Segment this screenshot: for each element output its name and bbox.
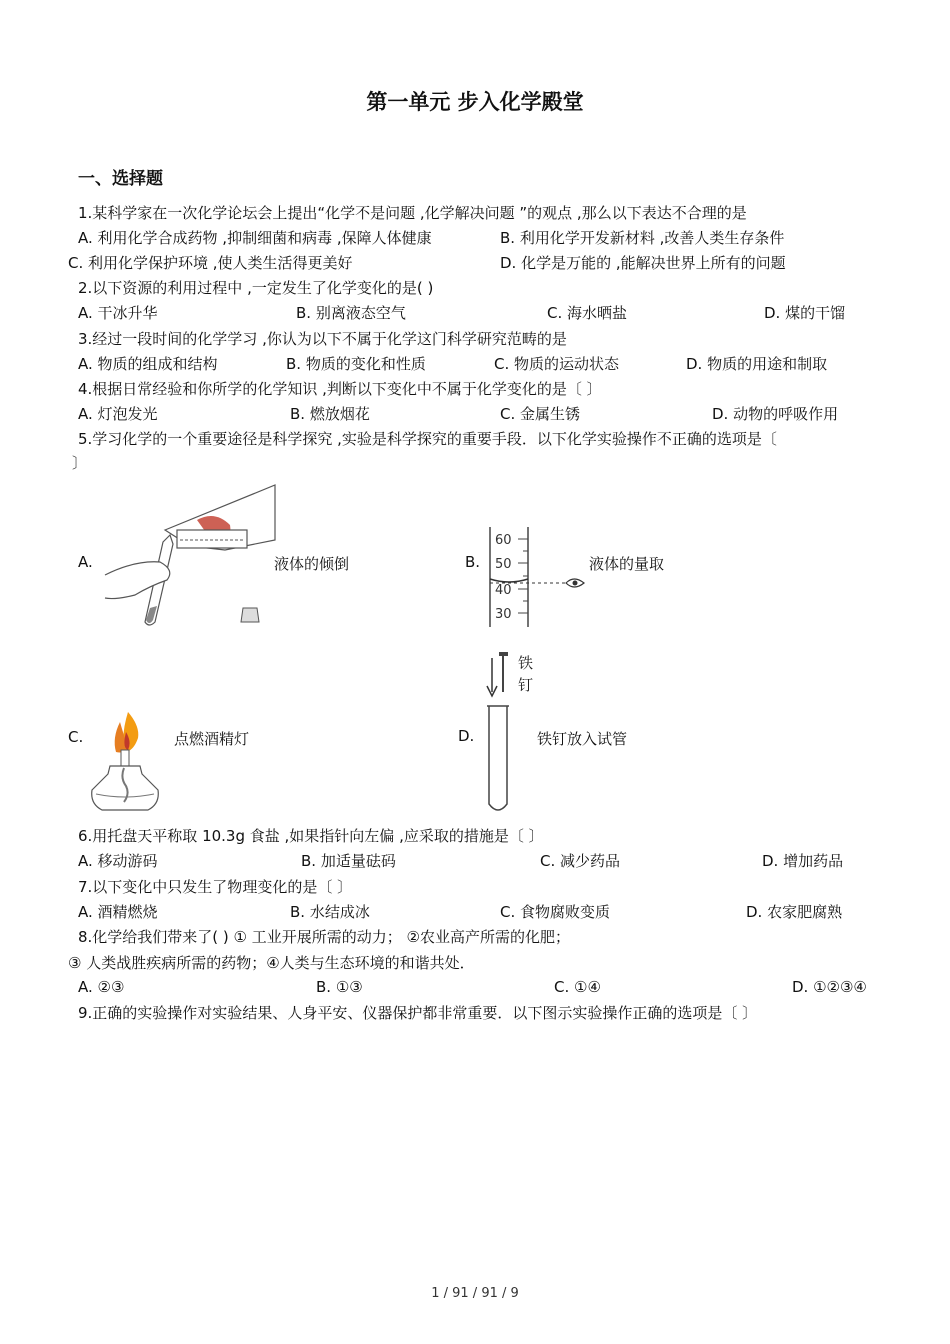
- cylinder-tick-30: 30: [495, 607, 512, 622]
- question-5-option-c: C.: [68, 728, 84, 746]
- question-5-stem: 5.学习化学的一个重要途径是科学探究 ,实验是科学探究的重要手段．以下化学实验操作不正确的选项是〔: [78, 430, 777, 448]
- question-5-caption-a: 液体的倾倒: [274, 555, 350, 573]
- question-8-option-d: D. ①②③④: [792, 978, 867, 996]
- question-3-option-a: A. 物质的组成和结构: [78, 355, 218, 373]
- question-5-option-b: B.: [465, 553, 481, 571]
- question-2-option-c: C. 海水晒盐: [547, 304, 628, 322]
- question-8-option-c: C. ①④: [554, 978, 601, 996]
- question-2-stem: 2.以下资源的利用过程中 ,一定发生了化学变化的是( ): [78, 279, 434, 297]
- question-2-option-b: B. 别离液态空气: [296, 304, 406, 322]
- question-3-option-d: D. 物质的用途和制取: [686, 355, 828, 373]
- question-7-stem: 7.以下变化中只发生了物理变化的是〔 〕: [78, 878, 353, 896]
- page-number: 1 / 91 / 91 / 9: [431, 1286, 519, 1301]
- question-6-option-a: A. 移动游码: [78, 852, 158, 870]
- liquid-pouring-illustration: [105, 480, 275, 630]
- question-7-option-c: C. 食物腐败变质: [500, 903, 611, 921]
- question-8-option-b: B. ①③: [316, 978, 363, 996]
- question-8-option-a: A. ②③: [78, 978, 125, 996]
- question-5-caption-d: 铁钉放入试管: [537, 730, 628, 748]
- cylinder-tick-60: 60: [495, 533, 512, 548]
- question-1-option-c: C. 利用化学保护环境 ,使人类生活得更美好: [68, 254, 353, 272]
- cylinder-tick-50: 50: [495, 557, 512, 572]
- question-6-option-c: C. 减少药品: [540, 852, 621, 870]
- question-2-option-d: D. 煤的干馏: [764, 304, 846, 322]
- question-1-option-b: B. 利用化学开发新材料 ,改善人类生存条件: [500, 229, 785, 247]
- question-5-caption-b: 液体的量取: [589, 555, 665, 573]
- question-5-caption-c: 点燃酒精灯: [174, 730, 250, 748]
- question-3-option-c: C. 物质的运动状态: [494, 355, 620, 373]
- question-8-stem-continued: ③ 人类战胜疾病所需的药物；④人类与生态环境的和谐共处．: [68, 954, 475, 972]
- question-6-option-b: B. 加适量砝码: [301, 852, 396, 870]
- section-heading: 一、选择题: [78, 169, 163, 189]
- question-5-option-a: A.: [78, 553, 93, 571]
- question-4-stem: 4.根据日常经验和你所学的化学知识 ,判断以下变化中不属于化学变化的是〔 〕: [78, 380, 602, 398]
- page-title: 第一单元 步入化学殿堂: [366, 90, 584, 114]
- question-4-option-a: A. 灯泡发光: [78, 405, 158, 423]
- question-1-option-a: A. 利用化学合成药物 ,抑制细菌和病毒 ,保障人体健康: [78, 229, 432, 247]
- question-1-stem: 1.某科学家在一次化学论坛会上提出“化学不是问题 ,化学解决问题 ”的观点 ,那么以下表达不合理的是: [78, 204, 747, 222]
- graduated-cylinder-illustration: [488, 527, 588, 629]
- question-7-option-a: A. 酒精燃烧: [78, 903, 158, 921]
- question-8-stem: 8.化学给我们带来了( ) ① 工业开展所需的动力； ②农业高产所需的化肥；: [78, 928, 570, 946]
- question-5-option-d: D.: [458, 727, 475, 745]
- question-1-option-d: D. 化学是万能的 ,能解决世界上所有的问题: [500, 254, 786, 272]
- question-7-option-b: B. 水结成冰: [290, 903, 370, 921]
- nail-label-2: 钉: [518, 676, 534, 694]
- question-2-option-a: A. 干冰升华: [78, 304, 158, 322]
- question-6-stem: 6.用托盘天平称取 10.3g 食盐 ,如果指针向左偏 ,应采取的措施是〔 〕: [78, 827, 544, 845]
- question-4-option-d: D. 动物的呼吸作用: [712, 405, 839, 423]
- alcohol-lamp-illustration: [90, 708, 160, 813]
- question-3-option-b: B. 物质的变化和性质: [286, 355, 426, 373]
- cylinder-tick-40: 40: [495, 583, 512, 598]
- question-6-option-d: D. 增加药品: [762, 852, 844, 870]
- question-5-stem-continued: 〕: [72, 454, 88, 472]
- question-3-stem: 3.经过一段时间的化学学习 ,你认为以下不属于化学这门科学研究范畴的是: [78, 330, 567, 348]
- nail-label-1: 铁: [518, 654, 534, 672]
- question-4-option-c: C. 金属生锈: [500, 405, 581, 423]
- question-4-option-b: B. 燃放烟花: [290, 405, 370, 423]
- question-9-stem: 9.正确的实验操作对实验结果、人身平安、仪器保护都非常重要．以下图示实验操作正确的选项是〔 〕: [78, 1004, 758, 1022]
- question-7-option-d: D. 农家肥腐熟: [746, 903, 843, 921]
